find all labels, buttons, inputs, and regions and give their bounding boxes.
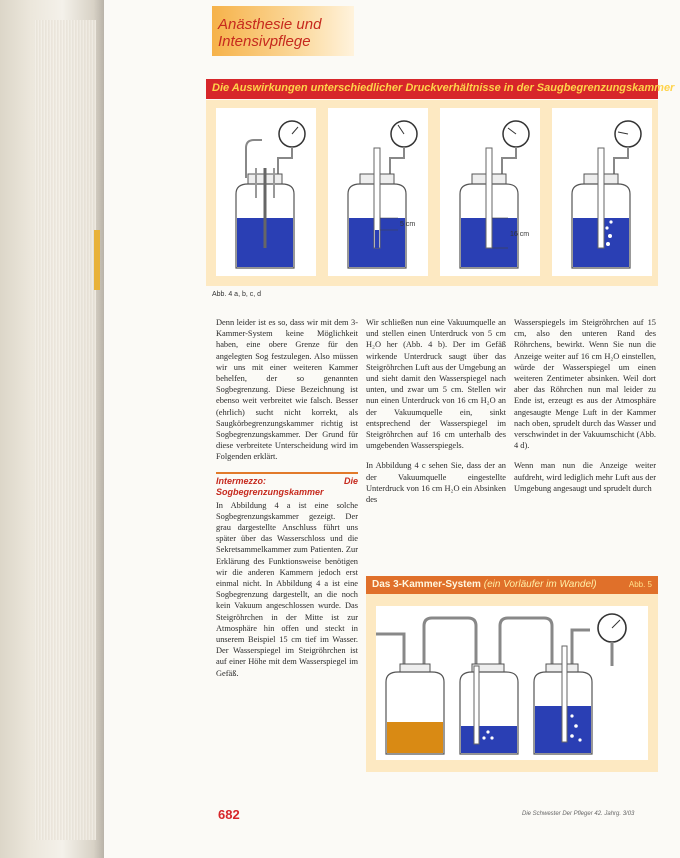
header-title-line-2: Intensivpflege <box>218 33 311 50</box>
column1-paragraph-1: Denn leider ist es so, dass wir mit dem 3-Kammer-System keine Möglichkeit haben, eine obere Grenze für den angelegten Sog festzulegen. Also müssen wir uns mit einer weiteren Kammer behelfen, der so genannten Sogbegrenzung. Diese Bezeichnung ist ebenso weit verbreitet wie falsch. Besser (ehrlich) sucht nicht korrekt, als Saugkörbegrenzungskammer richtig ist Sogbegrenzungskammer. Der Grund für diese verbreitete Unterscheidung wird im Folgenden erklärt. <box>216 318 358 462</box>
figure1-panel-c <box>440 108 540 276</box>
figure2-banner <box>366 576 658 594</box>
figure2-banner-title: Das 3-Kammer-System <box>372 579 481 590</box>
figure1-panel-d <box>552 108 652 276</box>
column1-paragraph-2: In Abbildung 4 a ist eine solche Sogbegrenzungskammer gezeigt. Der grau dargestellte Anschluss führt uns später über das Wasserschloss und die Sekretsammelkammer zum Patienten. Zur Erklärung des Funktionsweise benötigen wir die anderen Kammern jedoch erst einmal nicht. In Abbildung 4 a ist eine Sogbegrenzung dargestellt, an die noch kein Vakuum angeschlossen wurde. Das Steigröhrchen in der Mitte ist zur Atmosphäre hin offen und steckt in unserem Beispiel 15 cm tief im Wasser. Der Wasserspiegel im Steigröhrchen ist auf einer Höhe mit dem Wasserspiegel im Gefäß. <box>216 500 358 678</box>
figure2-banner-text <box>372 579 597 590</box>
page-number: 682 <box>218 807 240 822</box>
column3-paragraph-1: Wasserspiegels im Steigröhrchen auf 15 cm, also den unteren Rand des Röhrchens, bewirkt. Wenn Sie nun die Anzeige weiter auf 16 cm H₂O einstellen, würde der Wasserspiegel um einen weiteren Zentimeter absinken. Weil dort aber das Röhrchen nun mal leider zu Ende ist, erzeugt es aus der Atmosphäre angesaugte Menge Luft in der Kammer nach oben, sprudelt durch das Wasser und verschwindet in der Vakuumschicht (Abb. 4 d). <box>514 318 656 451</box>
text-column-3 <box>514 317 656 503</box>
figure2-frame <box>366 594 658 772</box>
header-title-line-1: Anästhesie und <box>218 16 322 33</box>
figure1-panel-b <box>328 108 428 276</box>
figure1-banner-text: Die Auswirkungen unterschiedlicher Druckverhältnisse in der Saugbegrenzungskammer <box>212 82 675 94</box>
column3-paragraph-2: Wenn man nun die Anzeige weiter aufdreht, wird lediglich mehr Luft aus der Umgebung angesaugt und sprudelt durch <box>514 461 656 493</box>
figure1-label-16cm: 16 cm <box>510 231 530 238</box>
figure1-caption: Abb. 4 a, b, c, d <box>212 291 262 298</box>
column2-paragraph-2: In Abbildung 4 c sehen Sie, dass der an der Vakuumquelle eingestellte Unterdruck von 16 cm H₂O ein Absinken des <box>366 461 506 505</box>
figure2-banner-subtitle: (ein Vorläufer im Wandel) <box>483 579 597 590</box>
text-column-1 <box>216 317 358 688</box>
figure1-banner <box>206 79 675 99</box>
figure1-frame <box>206 100 658 286</box>
figure2-banner-ref: Abb. 5 <box>628 580 652 589</box>
suction-bottle-d-illustration <box>552 108 652 276</box>
column2-paragraph-1: Wir schließen nun eine Vakuumquelle an und stellen einen Unterdruck von 5 cm H₂O her (Abb. 4 b). Der im Gefäß wirkende Unterdruck saugt über das Steigröhrchen Luft aus der Umgebung an und sieht damit den Wasserspiegel nach unten, und zwar um 5 cm. Stellen wir nun einen Unterdruck von 16 cm H₂O an der Vakuumquelle ein, sinkt entsprechend der Wasserspiegel im Steigröhrchen auf 16 cm unterhalb des umgebenden Wasserspiegels. <box>366 318 506 451</box>
suction-bottle-c-illustration <box>440 108 540 276</box>
figure2-panel <box>376 606 648 760</box>
intermezzo-heading: Intermezzo: Die Sogbegrenzungskammer <box>216 472 358 498</box>
suction-bottle-b-illustration <box>328 108 428 276</box>
section-header-title <box>218 16 321 50</box>
suction-bottle-a-illustration <box>216 108 316 276</box>
bookmark-tab <box>94 230 100 290</box>
text-column-2 <box>366 317 506 514</box>
figure1-panel-a <box>216 108 316 276</box>
page-edges <box>34 20 96 840</box>
journal-footer: Die Schwester Der Pfleger 42. Jahrg. 3/03 <box>522 811 635 817</box>
three-chamber-system-illustration <box>376 606 648 760</box>
figure1-label-5cm: 5 cm <box>400 221 416 228</box>
